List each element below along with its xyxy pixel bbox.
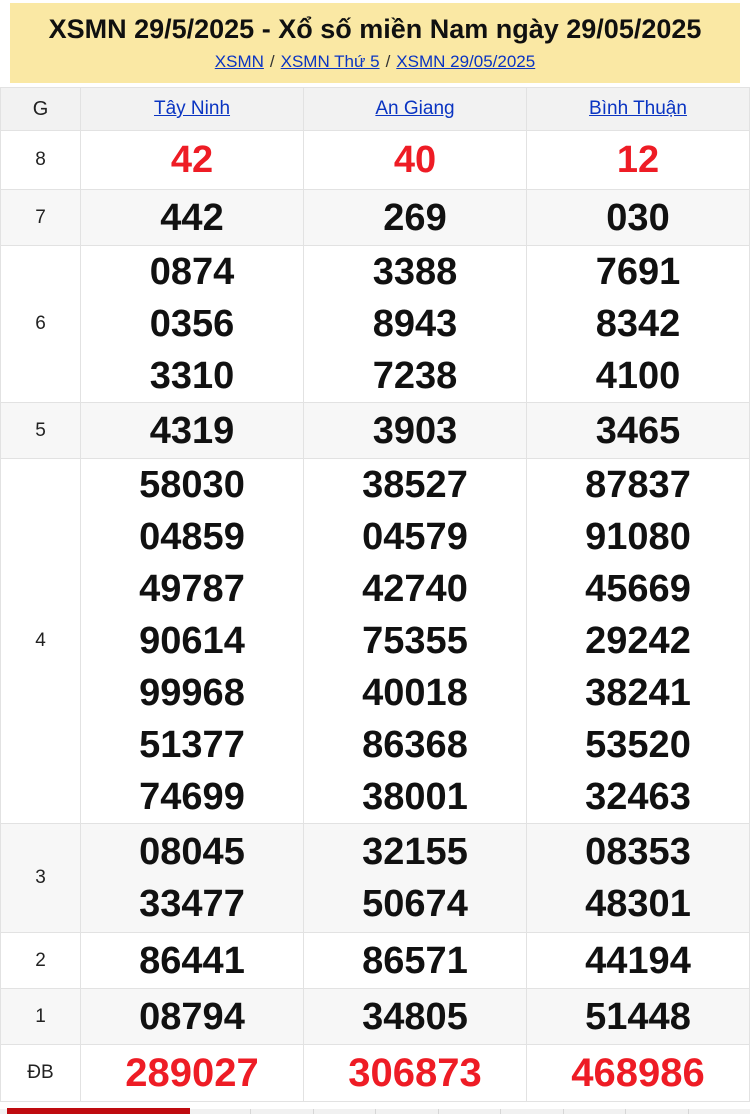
prize-column-header: G	[1, 88, 81, 131]
result-number: 40	[304, 134, 526, 186]
prize-row-5	[1, 403, 750, 459]
province-link-tay-ninh[interactable]: Tây Ninh	[154, 98, 230, 119]
bottom-row-cell	[438, 1109, 501, 1114]
province-link-binh-thuan[interactable]: Bình Thuận	[589, 98, 687, 119]
result-number: 51377	[81, 719, 303, 771]
bottom-row-cell	[688, 1109, 750, 1114]
result-number: 04859	[81, 511, 303, 563]
result-number: 86441	[81, 935, 303, 987]
bottom-row-cell	[250, 1109, 313, 1114]
result-number: 38241	[527, 667, 749, 719]
result-number: 08045	[81, 826, 303, 878]
result-number: 12	[527, 134, 749, 186]
breadcrumb-separator: /	[264, 52, 281, 71]
lottery-results-table	[0, 87, 750, 1102]
result-number: 45669	[527, 563, 749, 615]
result-number: 91080	[527, 511, 749, 563]
result-cell	[81, 246, 304, 403]
page	[0, 3, 750, 1114]
result-number: 33477	[81, 878, 303, 930]
prize-label: 7	[1, 190, 81, 246]
bottom-row-cell	[563, 1109, 626, 1114]
result-cell	[81, 1045, 304, 1102]
result-cell	[527, 131, 750, 190]
result-number: 32155	[304, 826, 526, 878]
prize-row-3	[1, 824, 750, 933]
bottom-row-cell	[313, 1109, 376, 1114]
result-cell	[81, 131, 304, 190]
result-number: 34805	[304, 991, 526, 1043]
result-cell	[304, 933, 527, 989]
page-title: XSMN 29/5/2025 - Xổ số miền Nam ngày 29/05/2025	[16, 12, 734, 46]
result-cell	[81, 989, 304, 1045]
result-number: 442	[81, 192, 303, 244]
result-number: 53520	[527, 719, 749, 771]
result-number: 44194	[527, 935, 749, 987]
result-number: 90614	[81, 615, 303, 667]
result-cell	[527, 1045, 750, 1102]
prize-label: 6	[1, 246, 81, 403]
result-cell	[527, 246, 750, 403]
result-cell	[527, 824, 750, 933]
result-number: 32463	[527, 771, 749, 823]
result-cell	[81, 824, 304, 933]
result-number: 8342	[527, 298, 749, 350]
result-number: 306873	[304, 1047, 526, 1099]
result-number: 51448	[527, 991, 749, 1043]
result-cell	[81, 190, 304, 246]
result-cell	[81, 933, 304, 989]
result-number: 40018	[304, 667, 526, 719]
result-cell	[527, 403, 750, 459]
result-cell	[527, 989, 750, 1045]
result-number: 289027	[81, 1047, 303, 1099]
result-number: 50674	[304, 878, 526, 930]
result-number: 8943	[304, 298, 526, 350]
result-number: 42	[81, 134, 303, 186]
result-number: 3903	[304, 405, 526, 457]
bottom-row-cell	[375, 1109, 438, 1114]
result-number: 08794	[81, 991, 303, 1043]
result-number: 86571	[304, 935, 526, 987]
active-tab-indicator[interactable]	[7, 1108, 190, 1114]
result-number: 29242	[527, 615, 749, 667]
column-header-binh-thuan	[527, 88, 750, 131]
result-cell	[304, 131, 527, 190]
page-header	[10, 3, 740, 83]
prize-row-8	[1, 131, 750, 190]
result-cell	[304, 824, 527, 933]
result-cell	[527, 190, 750, 246]
result-number: 0874	[81, 246, 303, 298]
result-number: 7238	[304, 350, 526, 402]
prize-label: ĐB	[1, 1045, 81, 1102]
prize-row-7	[1, 190, 750, 246]
result-number: 4100	[527, 350, 749, 402]
result-number: 42740	[304, 563, 526, 615]
result-number: 3388	[304, 246, 526, 298]
province-link-an-giang[interactable]: An Giang	[375, 98, 454, 119]
result-number: 3465	[527, 405, 749, 457]
result-number: 86368	[304, 719, 526, 771]
result-number: 75355	[304, 615, 526, 667]
table-header-row	[1, 88, 750, 131]
result-number: 48301	[527, 878, 749, 930]
result-number: 7691	[527, 246, 749, 298]
result-number: 38001	[304, 771, 526, 823]
result-number: 58030	[81, 459, 303, 511]
prize-row-ĐB	[1, 1045, 750, 1102]
breadcrumb-separator: /	[380, 52, 397, 71]
breadcrumb-link-xsmn[interactable]: XSMN	[215, 52, 264, 71]
breadcrumb	[16, 51, 734, 73]
result-number: 74699	[81, 771, 303, 823]
result-number: 38527	[304, 459, 526, 511]
prize-row-2	[1, 933, 750, 989]
result-number: 87837	[527, 459, 749, 511]
prize-row-1	[1, 989, 750, 1045]
prize-label: 4	[1, 459, 81, 824]
result-cell	[304, 1045, 527, 1102]
prize-label: 8	[1, 131, 81, 190]
result-number: 99968	[81, 667, 303, 719]
result-number: 030	[527, 192, 749, 244]
result-number: 49787	[81, 563, 303, 615]
bottom-row-cell	[188, 1109, 251, 1114]
breadcrumb-link-xsmn-thu-5[interactable]: XSMN Thứ 5	[281, 52, 380, 71]
result-cell	[527, 933, 750, 989]
result-number: 269	[304, 192, 526, 244]
result-cell	[304, 989, 527, 1045]
prize-row-6	[1, 246, 750, 403]
prize-label: 5	[1, 403, 81, 459]
bottom-row-cell	[500, 1109, 563, 1114]
result-number: 3310	[81, 350, 303, 402]
result-cell	[304, 190, 527, 246]
prize-label: 1	[1, 989, 81, 1045]
breadcrumb-link-xsmn-date[interactable]: XSMN 29/05/2025	[396, 52, 535, 71]
result-number: 468986	[527, 1047, 749, 1099]
result-cell	[81, 403, 304, 459]
result-number: 04579	[304, 511, 526, 563]
prize-row-4	[1, 459, 750, 824]
result-cell	[81, 459, 304, 824]
result-number: 08353	[527, 826, 749, 878]
column-header-an-giang	[304, 88, 527, 131]
bottom-row-cell	[625, 1109, 688, 1114]
prize-label: 3	[1, 824, 81, 933]
prize-label: 2	[1, 933, 81, 989]
result-number: 4319	[81, 405, 303, 457]
result-cell	[304, 246, 527, 403]
result-cell	[304, 459, 527, 824]
result-number: 0356	[81, 298, 303, 350]
column-header-tay-ninh	[81, 88, 304, 131]
result-cell	[527, 459, 750, 824]
result-cell	[304, 403, 527, 459]
